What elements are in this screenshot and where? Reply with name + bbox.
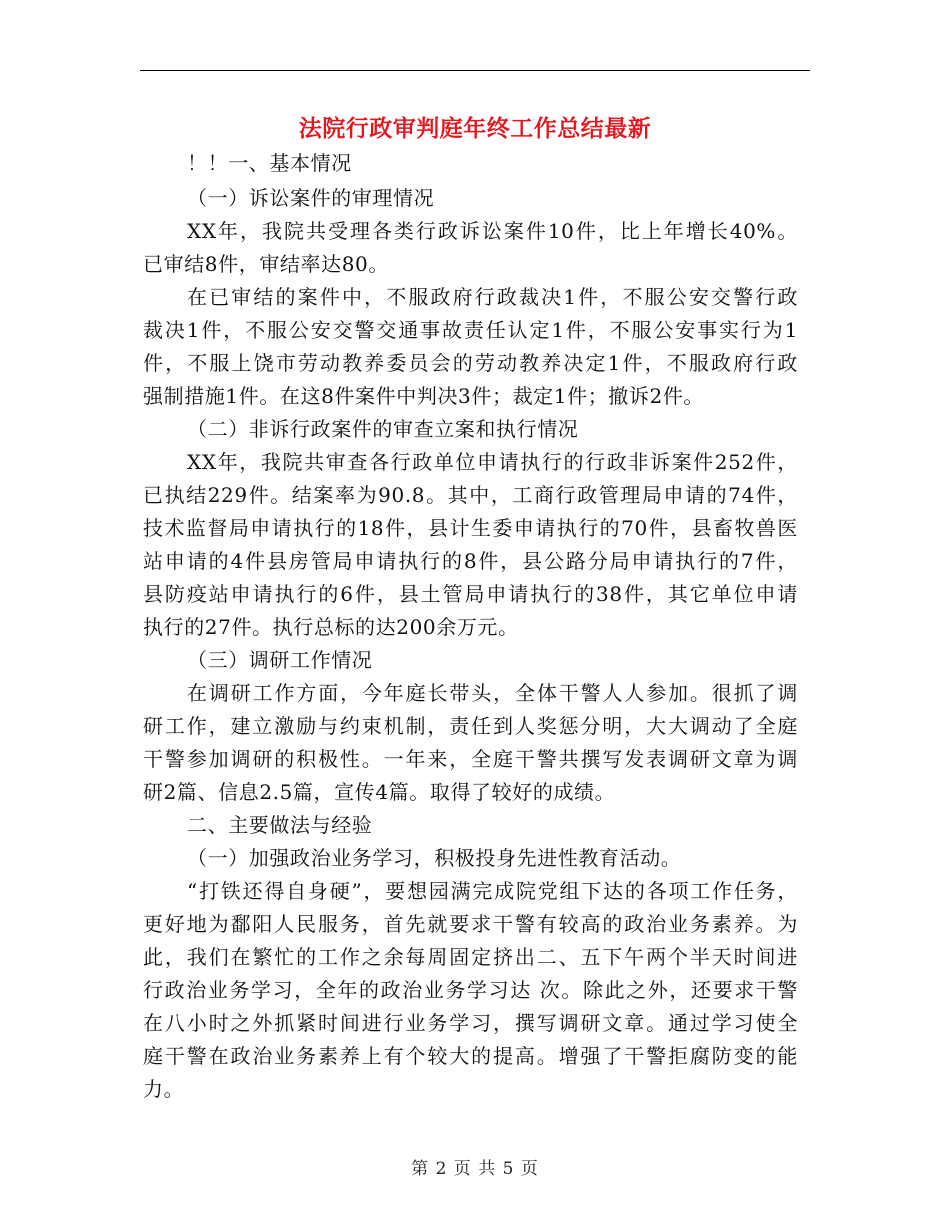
body-line: 在八小时之外抓紧时间进行业务学习，撰写调研文章。通过学习使全 xyxy=(143,1011,798,1035)
body-line: 在已审结的案件中，不服政府行政裁决1件，不服公安交警行政 xyxy=(187,285,798,309)
document-title: 法院行政审判庭年终工作总结最新 xyxy=(298,115,652,142)
body-line: 强制措施1件。在这8件案件中判决3件；裁定1件；撤诉2件。 xyxy=(143,384,705,408)
body-line: 更好地为鄱阳人民服务，首先就要求干警有较高的政治业务素养。为 xyxy=(143,912,798,936)
body-line: 县防疫站申请执行的6件，县土管局申请执行的38件，其它单位申请 xyxy=(143,582,798,606)
heading-main-practices: 二、主要做法与经验 xyxy=(187,813,373,837)
body-line: 在调研工作方面，今年庭长带头，全体干警人人参加。很抓了调 xyxy=(187,681,798,705)
body-line: 干警参加调研的积极性。一年来，全庭干警共撰写发表调研文章为调 xyxy=(143,747,798,771)
body-line: 已审结8件，审结率达80。 xyxy=(143,252,389,276)
subheading-non-litigation-cases: （二）非诉行政案件的审查立案和执行情况 xyxy=(187,417,579,441)
header-rule xyxy=(140,70,810,71)
subheading-litigation-cases: （一）诉讼案件的审理情况 xyxy=(187,186,435,210)
page-number-footer: 第 2 页 共 5 页 xyxy=(411,1159,539,1179)
body-line: 此，我们在繁忙的工作之余每周固定挤出二、五下午两个半天时间进 xyxy=(143,945,798,969)
body-line: 技术监督局申请执行的18件，县计生委申请执行的70件，县畜牧兽医 xyxy=(143,516,798,540)
body-line: 裁决1件，不服公安交警交通事故责任认定1件，不服公安事实行为1 xyxy=(143,318,798,342)
body-line: “打铁还得自身硬”，要想园满完成院党组下达的各项工作任务， xyxy=(187,879,798,903)
body-line: 行政治业务学习，全年的政治业务学习达 次。除此之外，还要求干警 xyxy=(143,978,798,1002)
body-line: 执行的27件。执行总标的达200余万元。 xyxy=(143,615,519,639)
body-line: 力。 xyxy=(143,1077,185,1101)
body-line: 庭干警在政治业务素养上有个较大的提高。增强了干警拒腐防变的能 xyxy=(143,1044,798,1068)
subheading-political-study: （一）加强政治业务学习，积极投身先进性教育活动。 xyxy=(187,846,682,870)
body-line: 研工作，建立激励与约束机制，责任到人奖惩分明，大大调动了全庭 xyxy=(143,714,798,738)
subheading-research-work: （三）调研工作情况 xyxy=(187,648,373,672)
heading-basic-situation: ！！一、基本情况 xyxy=(187,151,352,175)
body-line: 件，不服上饶市劳动教养委员会的劳动教养决定1件，不服政府行政 xyxy=(143,351,798,375)
body-line: 站申请的4件县房管局申请执行的8件，县公路分局申请执行的7件， xyxy=(143,549,798,573)
body-line: XX年，我院共受理各类行政诉讼案件10件，比上年增长40%。 xyxy=(187,219,798,243)
body-line: XX年，我院共审查各行政单位申请执行的行政非诉案件252件， xyxy=(187,450,798,474)
body-line: 已执结229件。结案率为90.8。其中，工商行政管理局申请的74件， xyxy=(143,483,798,507)
body-line: 研2篇、信息2.5篇，宣传4篇。取得了较好的成绩。 xyxy=(143,780,616,804)
